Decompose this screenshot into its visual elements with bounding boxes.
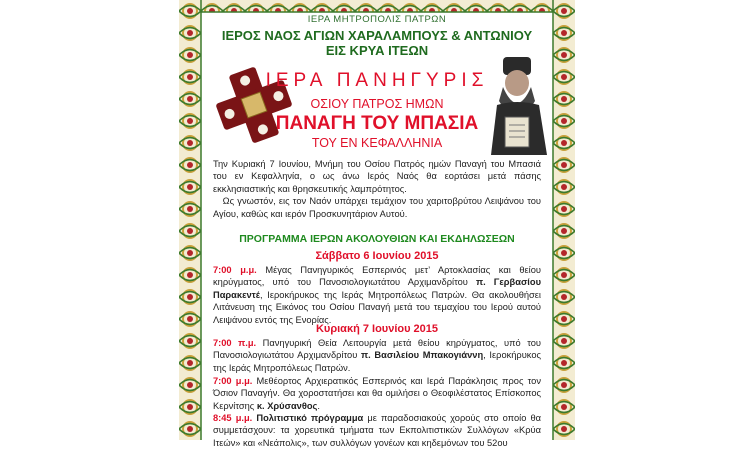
festival-title: ΙΕΡΑ ΠΑΝΗΓΥΡΙΣ: [265, 70, 489, 91]
event-item: [213, 337, 541, 374]
church-name: ΙΕΡΟΣ ΝΑΟΣ ΑΓΙΩΝ ΧΑΡΑΛΑΜΠΟΥΣ & ΑΝΤΩΝΙΟΥ: [221, 28, 533, 43]
event-item: [213, 264, 541, 326]
event-time: 7:00 π.μ.: [213, 338, 257, 348]
event-time: 7:00 μ.μ.: [213, 376, 253, 386]
event-person: π. Γερβασίου Παρακεντέ: [213, 277, 541, 300]
event-text: Μέγας Πανηγυρικός Εσπερινός μετ’ Αρτοκλασίας και θείου κηρύγματος, υπό του Πανοσιολογιωτάτου Αρχιμανδρίτου: [213, 265, 541, 288]
event-time: 8:45 μ.μ.: [213, 413, 253, 423]
intro-text: [213, 158, 541, 220]
event-text-end: , Ιεροκήρυκος της Ιεράς Μητροπόλεως Πατρών. Θα ακολουθήσει Λιτάνευση της Εικόνος του Οσίου Παναγή μετά του τεμαχίου του Ιερού αυτού Λειψάνου εντός της Ενορίας.: [213, 289, 541, 325]
event-person: π. Βασιλείου Μπακογιάννη: [361, 350, 484, 361]
church-location: ΕΙΣ ΚΡΥΑ ΙΤΕΩΝ: [325, 43, 429, 58]
poster: [179, 0, 575, 448]
day-heading-saturday: Σάββατο 6 Ιουνίου 2015: [315, 250, 439, 262]
intro-paragraph-2: Ως γνωστόν, εις τον Ναόν υπάρχει τεμάχιον του χαριτοβρύτου Λειψάνου του Αγίου, καθώς και ιερόν Προσκυνητάριον Αυτού.: [213, 196, 541, 219]
event-person: κ. Χρύσανθος: [256, 400, 318, 411]
saint-name: ΠΑΝΑΓΗ ΤΟΥ ΜΠΑΣΙΑ: [275, 113, 479, 134]
event-text-end: , Ιεροκήρυκος της Ιεράς Μητροπόλεως Πατρών.: [213, 350, 541, 373]
metropolis-title: ΙΕΡΑ ΜΗΤΡΟΠΟΛΙΣ ΠΑΤΡΩΝ: [307, 14, 447, 25]
saint-origin: ΤΟΥ ΕΝ ΚΕΦΑΛΛΗΝΙΑ: [311, 136, 443, 150]
saint-subtitle: ΟΣΙΟΥ ΠΑΤΡΟΣ ΗΜΩΝ: [310, 97, 444, 111]
intro-paragraph-1: Την Κυριακή 7 Ιουνίου, Μνήμη του Οσίου Πατρός ημών Παναγή του Μπασιά του εν Κεφαλληνία, ο ως άνω Ιερός Ναός θα εορτάσει μετά πάσης εκκλησιαστικής και θρησκευτικής λαμπρότητος.: [213, 159, 541, 194]
event-item: [213, 375, 541, 412]
event-text: Μεθέορτος Αρχιερατικός Εσπερινός και Ιερά Παράκλησις προς τον Όσιον Παναγήν. Θα χοροστατήσει και θα ομιλήσει ο Θεοφιλέστατος Επίσκοπος Κερνίτσης: [213, 376, 541, 411]
day-heading-sunday: Κυριακή 7 Ιουνίου 2015: [315, 323, 439, 335]
event-item: [213, 412, 541, 449]
program-title: ΠΡΟΓΡΑΜΜΑ ΙΕΡΩΝ ΑΚΟΛΟΥΘΙΩΝ ΚΑΙ ΕΚΔΗΛΩΣΕΩΝ: [239, 233, 515, 245]
event-text: Πανηγυρική Θεία Λειτουργία μετά θείου κηρύγματος, υπό του Πανοσιολογιωτάτου Αρχιμανδρίτου: [213, 338, 541, 361]
event-text-end: .: [317, 400, 320, 411]
event-highlight: Πολιτιστικό πρόγραμμα: [256, 413, 364, 423]
event-text-end: με παραδοσιακούς χορούς στο οποίο θα συμμετάσχουν: τα χορευτικά τμήματα των Εκπολιτιστικών Συλλόγων «Κρύα Ιτεών» και «Νεάπολις», των συλλόγων γονέων και κηδεμόνων του 52ου: [213, 413, 541, 448]
poster-content: [201, 0, 553, 448]
event-time: 7:00 μ.μ.: [213, 265, 257, 275]
